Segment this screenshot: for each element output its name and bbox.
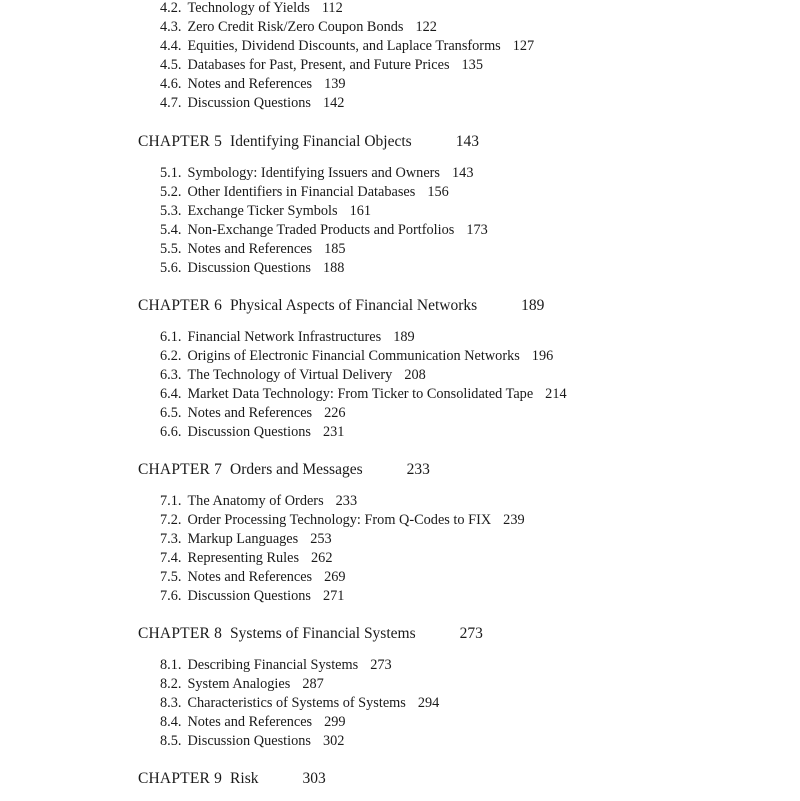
section-title: The Technology of Virtual Delivery <box>187 367 393 383</box>
section-number: 5.1. <box>160 165 182 181</box>
toc-entry <box>160 183 488 202</box>
section-title: Notes and References <box>187 405 313 421</box>
section-title: Notes and References <box>187 241 313 257</box>
toc-entry <box>160 0 534 18</box>
section-page: 188 <box>322 260 345 276</box>
section-page: 233 <box>335 493 358 509</box>
section-page: 273 <box>370 657 392 673</box>
section-number: 4.4. <box>160 38 182 54</box>
toc-entry <box>160 18 534 37</box>
chapter-page: 303 <box>302 770 326 787</box>
section-title: Zero Credit Risk/Zero Coupon Bonds <box>187 19 404 35</box>
toc-entry <box>160 587 525 606</box>
section-title: Order Processing Technology: From Q-Codes to FIX <box>187 512 492 528</box>
toc-entry <box>160 202 488 221</box>
toc-entry <box>160 328 567 347</box>
section-page: 156 <box>427 184 449 200</box>
section-number: 4.3. <box>160 19 182 35</box>
toc-entry <box>160 56 534 75</box>
section-number: 7.1. <box>160 493 182 509</box>
section-title: Other Identifiers in Financial Databases <box>187 184 416 200</box>
continued-section-list <box>160 0 534 113</box>
toc-entry <box>160 511 525 530</box>
chapter-block-9 <box>138 767 326 801</box>
section-title: System Analogies <box>187 676 291 692</box>
toc-entry <box>160 549 525 568</box>
section-page: 185 <box>324 241 346 257</box>
chapter-title: Risk <box>230 770 259 787</box>
toc-entry <box>160 656 483 675</box>
section-page: 139 <box>324 76 346 92</box>
toc-entry <box>160 94 534 113</box>
chapter-section-list <box>160 164 488 278</box>
section-number: 8.5. <box>160 733 182 749</box>
section-title: Notes and References <box>187 714 313 730</box>
section-title: Discussion Questions <box>187 424 311 440</box>
section-number: 5.2. <box>160 184 182 200</box>
section-title: Discussion Questions <box>187 260 311 276</box>
chapter-heading <box>138 130 488 154</box>
section-title: Markup Languages <box>187 531 299 547</box>
chapter-title: Physical Aspects of Financial Networks <box>230 297 478 314</box>
section-title: Technology of Yields <box>187 0 310 16</box>
section-page: 189 <box>393 329 415 345</box>
section-title: Notes and References <box>187 569 313 585</box>
section-number: 4.6. <box>160 76 182 92</box>
section-page: 127 <box>512 38 535 54</box>
section-title: Discussion Questions <box>187 588 311 604</box>
chapter-block-6 <box>138 294 567 442</box>
section-page: 214 <box>545 386 567 402</box>
chapter-page: 189 <box>521 297 545 314</box>
section-title: Characteristics of Systems of Systems <box>187 695 406 711</box>
toc-entry <box>160 75 534 94</box>
section-number: 6.2. <box>160 348 182 364</box>
chapter-label: CHAPTER 8 <box>138 625 223 642</box>
chapter-title: Systems of Financial Systems <box>230 625 416 642</box>
section-number: 4.7. <box>160 95 182 111</box>
toc-entry <box>160 347 567 366</box>
section-page: 262 <box>311 550 333 566</box>
section-page: 269 <box>324 569 346 585</box>
chapter-block-5 <box>138 130 488 278</box>
section-number: 6.6. <box>160 424 182 440</box>
section-page: 299 <box>324 714 346 730</box>
section-page: 253 <box>310 531 332 547</box>
chapter-label: CHAPTER 9 <box>138 770 223 787</box>
toc-entry <box>160 732 483 751</box>
toc-entry <box>160 492 525 511</box>
chapter-block-8 <box>138 622 483 751</box>
toc-entry <box>160 404 567 423</box>
section-page: 271 <box>322 588 345 604</box>
section-page: 196 <box>531 348 554 364</box>
section-title: Financial Network Infrastructures <box>187 329 382 345</box>
section-number: 7.2. <box>160 512 182 528</box>
chapter-title: Identifying Financial Objects <box>230 133 412 150</box>
section-number: 5.4. <box>160 222 182 238</box>
toc-entry <box>160 259 488 278</box>
section-page: 302 <box>322 733 345 749</box>
section-number: 7.6. <box>160 588 182 604</box>
section-number: 8.1. <box>160 657 182 673</box>
section-number: 8.2. <box>160 676 182 692</box>
section-page: 294 <box>417 695 440 711</box>
section-title: Market Data Technology: From Ticker to Consolidated Tape <box>187 386 534 402</box>
section-page: 143 <box>452 165 474 181</box>
section-number: 6.1. <box>160 329 182 345</box>
section-number: 6.3. <box>160 367 182 383</box>
chapter-heading <box>138 458 525 482</box>
section-page: 208 <box>404 367 426 383</box>
section-title: Equities, Dividend Discounts, and Laplace Transforms <box>187 38 501 54</box>
chapter-section-list <box>160 492 525 606</box>
toc-entry <box>160 423 567 442</box>
chapter-label: CHAPTER 5 <box>138 133 223 150</box>
chapter-section-list <box>160 656 483 751</box>
section-page: 226 <box>324 405 346 421</box>
chapter-heading <box>138 767 326 791</box>
section-title: Databases for Past, Present, and Future Prices <box>187 57 450 73</box>
section-title: Describing Financial Systems <box>187 657 359 673</box>
section-number: 4.5. <box>160 57 182 73</box>
section-title: Symbology: Identifying Issuers and Owners <box>187 165 441 181</box>
toc-entry <box>160 530 525 549</box>
section-number: 5.6. <box>160 260 182 276</box>
section-title: The Anatomy of Orders <box>187 493 324 509</box>
section-page: 231 <box>322 424 345 440</box>
chapter-title: Orders and Messages <box>230 461 363 478</box>
section-number: 7.5. <box>160 569 182 585</box>
chapter-section-list <box>160 328 567 442</box>
section-title: Exchange Ticker Symbols <box>187 203 338 219</box>
section-number: 5.3. <box>160 203 182 219</box>
chapter-label: CHAPTER 7 <box>138 461 223 478</box>
section-number: 8.4. <box>160 714 182 730</box>
chapter-page: 273 <box>459 625 483 642</box>
chapter-block-7 <box>138 458 525 606</box>
section-page: 135 <box>461 57 483 73</box>
section-page: 287 <box>302 676 324 692</box>
section-number: 8.3. <box>160 695 182 711</box>
section-title: Non-Exchange Traded Products and Portfolios <box>187 222 455 238</box>
toc-entry <box>160 713 483 732</box>
toc-entry <box>160 37 534 56</box>
section-number: 7.4. <box>160 550 182 566</box>
toc-entry <box>160 240 488 259</box>
toc-entry <box>160 366 567 385</box>
section-number: 5.5. <box>160 241 182 257</box>
section-title: Discussion Questions <box>187 95 311 111</box>
section-page: 239 <box>503 512 525 528</box>
toc-entry <box>160 675 483 694</box>
chapter-heading <box>138 622 483 646</box>
section-number: 7.3. <box>160 531 182 547</box>
section-number: 6.4. <box>160 386 182 402</box>
section-page: 122 <box>415 19 437 35</box>
section-page: 161 <box>349 203 372 219</box>
chapter-heading <box>138 294 567 318</box>
section-title: Representing Rules <box>187 550 300 566</box>
section-number: 6.5. <box>160 405 182 421</box>
toc-entry <box>160 221 488 240</box>
section-title: Discussion Questions <box>187 733 311 749</box>
section-number: 4.2. <box>160 0 182 16</box>
toc-entry <box>160 385 567 404</box>
section-page: 173 <box>466 222 488 238</box>
toc-entry <box>160 694 483 713</box>
section-title: Notes and References <box>187 76 313 92</box>
toc-entry <box>160 568 525 587</box>
section-page: 112 <box>321 0 343 16</box>
chapter-page: 233 <box>406 461 430 478</box>
chapter-page: 143 <box>455 133 479 150</box>
section-page: 142 <box>322 95 345 111</box>
chapter-label: CHAPTER 6 <box>138 297 223 314</box>
toc-entry <box>160 164 488 183</box>
section-title: Origins of Electronic Financial Communication Networks <box>187 348 520 364</box>
